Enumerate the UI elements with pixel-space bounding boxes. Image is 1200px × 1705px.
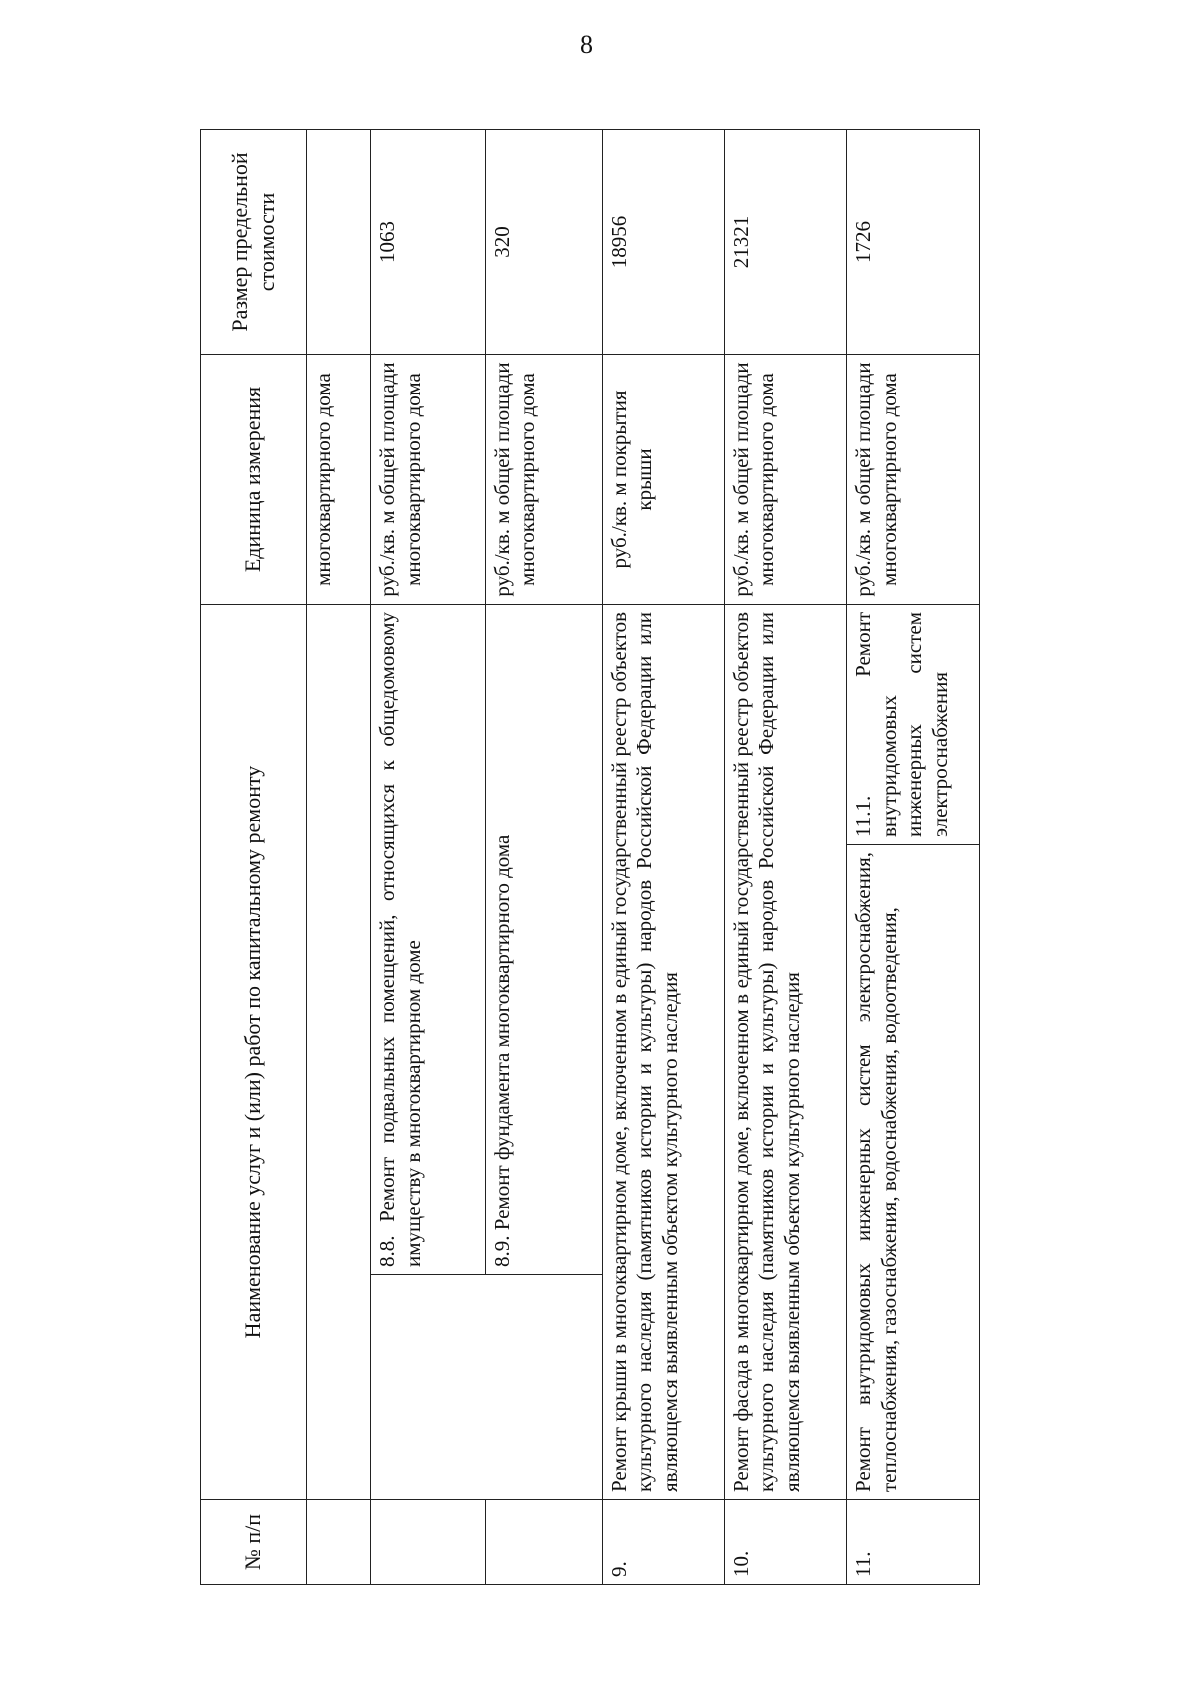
cell-cost-8-8: 1063 <box>371 130 486 355</box>
table-row <box>371 130 486 1585</box>
cell-num-empty <box>371 1500 486 1585</box>
page-number: 8 <box>580 30 593 59</box>
cell-cost-11-1: 1726 <box>847 130 980 355</box>
cell-unit-cont: многоквартирного дома <box>307 355 371 605</box>
cost-table <box>200 129 980 1585</box>
cell-unit-8-9: руб./кв. м общей площади многоквартирного дома <box>485 355 602 605</box>
cell-subname-11-1: 11.1. Ремонт внутридомовых инженерных систем электроснабжения <box>847 605 980 845</box>
cell-unit-10: руб./кв. м общей площади многоквартирного дома <box>724 355 846 605</box>
cell-name-9: Ремонт крыши в многоквартирном доме, включенном в единый государственный реестр объектов культурного наследия (памятников истории и культуры) народов Российской Федерации или являющемся выявленным объектом культурного наследия <box>602 605 724 1500</box>
cell-name-10: Ремонт фасада в многоквартирном доме, включенном в единый государственный реестр объектов культурного наследия (памятников истории и культуры) народов Российской Федерации или являющемся выявленным объектом культурного наследия <box>724 605 846 1500</box>
table-row <box>602 130 724 1585</box>
rotated-table-wrapper <box>200 130 980 1585</box>
table-row <box>724 130 846 1585</box>
cell-unit-8-8: руб./кв. м общей площади многоквартирного дома <box>371 355 486 605</box>
header-name: Наименование услуг и (или) работ по капитальному ремонту <box>201 605 307 1500</box>
header-num: № п/п <box>201 1500 307 1585</box>
cell-unit-9: руб./кв. м покрытия крыши <box>602 355 724 605</box>
cell-num-11: 11. <box>847 1500 980 1585</box>
cell-cost-empty <box>307 130 371 355</box>
cell-name-8-8: 8.8. Ремонт подвальных помещений, относящихся к общедомовому имуществу в многоквартирном доме <box>371 605 486 1275</box>
cell-name-11: Ремонт внутридомовых инженерных систем электроснабжения, теплоснабжения, газоснабжения, водоснабжения, водоотведения, <box>847 845 980 1500</box>
cell-unit-11-1: руб./кв. м общей площади многоквартирного дома <box>847 355 980 605</box>
cell-num-9: 9. <box>602 1500 724 1585</box>
cell-name-8-9: 8.9. Ремонт фундамента многоквартирного дома <box>485 605 602 1275</box>
header-cost: Размер предельной стоимости <box>201 130 307 355</box>
table-row <box>485 130 602 1585</box>
table-header-row <box>201 130 307 1585</box>
cell-num-10: 10. <box>724 1500 846 1585</box>
cell-num-empty <box>485 1500 602 1585</box>
cell-cost-10: 21321 <box>724 130 846 355</box>
cell-parent-empty <box>371 1275 486 1500</box>
cell-cost-8-9: 320 <box>485 130 602 355</box>
table-row <box>847 130 980 1585</box>
cell-cost-9: 18956 <box>602 130 724 355</box>
cell-name-empty <box>307 605 371 1500</box>
cell-parent-empty <box>485 1275 602 1500</box>
header-unit: Единица измерения <box>201 355 307 605</box>
table-row <box>307 130 371 1585</box>
cell-num-empty <box>307 1500 371 1585</box>
